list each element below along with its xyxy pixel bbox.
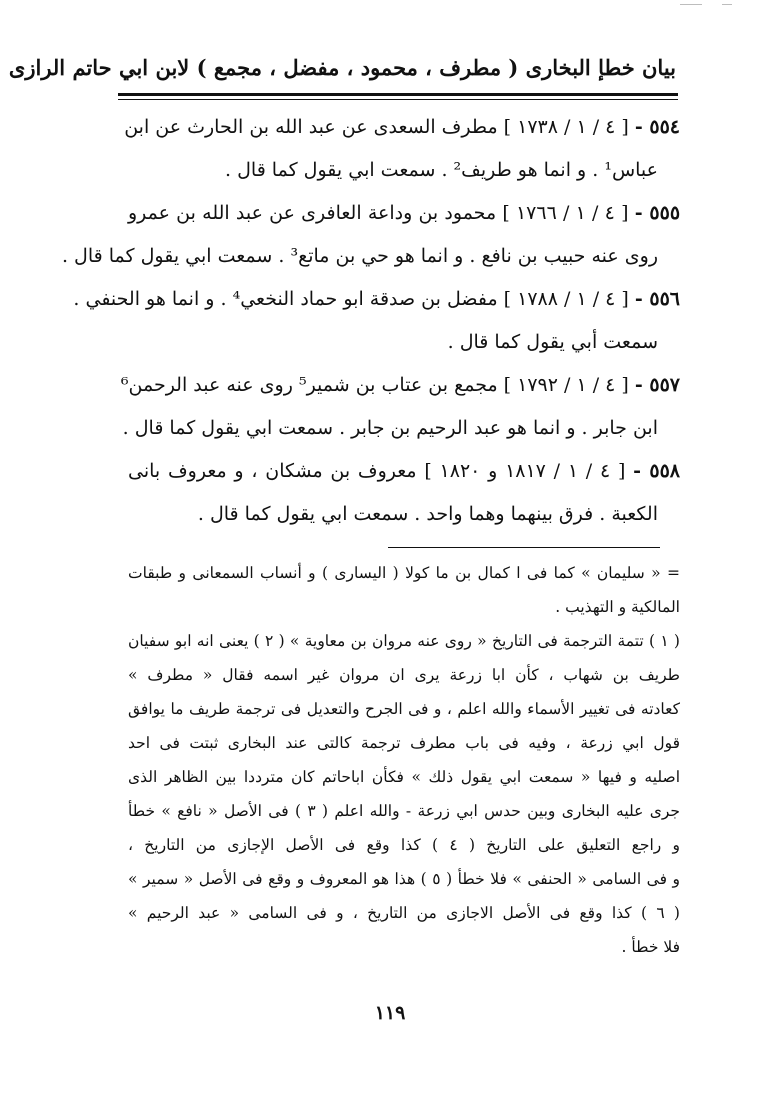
entry (61, 192, 681, 278)
footnote-line: اصليه و فيها « سمعت ابي يقول ذلك » فكأن اباحاتم كان مترددا بين الظاهر الذى (128, 768, 680, 786)
footnote-line: ( ١ ) تتمة الترجمة فى التاريخ « روى عنه مروان بن معاوية » ( ٢ ) يعنى انه ابو سفيان (128, 632, 680, 650)
entry-text: [ ٤ / ١ / ١٧٩٢ ] مجمع بن عتاب بن شمير⁵ روى عنه عبد الرحمن⁶ (120, 374, 629, 396)
entry-line (120, 364, 680, 407)
footnote-line: = « سليمان » كما فى ا كمال بن ما كولا ( اليسارى ) و أنساب السمعانى و طبقات (128, 564, 680, 582)
entry-number: ٥٥٦ - (634, 288, 680, 310)
footnote-line: و فى السامى « الحنفى » فلا خطأ ( ٥ ) هذا هو المعروف و وقع فى الأصل « سمير » (128, 870, 680, 888)
header-rule-thin (118, 99, 678, 100)
header-rule-thick (118, 93, 678, 96)
entry (124, 106, 680, 192)
footnote-line: جرى عليه البخارى وبين حدس ابي زرعة - والله اعلم ( ٣ ) فى الأصل « نافع » خطأ (128, 802, 681, 820)
footnote-divider (388, 547, 660, 548)
scan-mark (680, 4, 702, 5)
entry-text: [ ٤ / ١ / ١٨١٧ و ١٨٢٠ ] معروف بن مشكان ، و معروف بانى (128, 460, 626, 482)
footnote-line: قول ابي زرعة ، وفيه فى باب مطرف ترجمة كالتى عند البخارى ثبتت فى احد (128, 734, 680, 752)
entry-line: عباس¹ . و انما هو طريف² . سمعت ابي يقول كما قال . (225, 159, 658, 181)
entries-list (61, 106, 681, 536)
entry-number: ٥٥٧ - (634, 374, 680, 396)
entry-number: ٥٥٨ - (633, 460, 681, 482)
page-number: ١١٩ (374, 1002, 406, 1024)
entry-number: ٥٥٤ - (634, 116, 680, 138)
footnote-line: المالكية و التهذيب . (555, 598, 680, 616)
entry-text: [ ٤ / ١ / ١٧٨٨ ] مفضل بن صدقة ابو حماد النخعي⁴ . و انما هو الحنفي . (73, 288, 629, 310)
entry (120, 364, 680, 450)
footnote-line: طريف بن شهاب ، كأن ابا زرعة يرى ان مروان غير اسمه فقال « مطرف » (128, 666, 680, 684)
entry-line (73, 278, 680, 321)
running-header: بيان خطإ البخارى ( مطرف ، محمود ، مفضل ، مجمع ) لابن ابي حاتم الرازى (8, 55, 676, 80)
entry-number: ٥٥٥ - (634, 202, 681, 224)
footnote-line: ( ٦ ) كذا وقع فى الأصل الاجازى من التاريخ ، و فى السامى « عبد الرحيم » (128, 904, 680, 922)
entry-text: [ ٤ / ١ / ١٧٦٦ ] محمود بن وداعة العافرى عن عبد الله بن عمرو (128, 202, 629, 224)
entry-line (128, 192, 680, 235)
footnote-line: فلا خطأ . (621, 938, 680, 956)
entry (128, 450, 680, 536)
entry-line: روى عنه حبيب بن نافع . و انما هو حي بن ماتع³ . سمعت ابي يقول كما قال . (61, 245, 658, 267)
scan-mark (722, 4, 732, 5)
footnotes (128, 556, 680, 964)
entry-line: ابن جابر . و انما هو عبد الرحيم بن جابر . سمعت ابي يقول كما قال . (122, 417, 658, 439)
entry-line (124, 106, 680, 149)
footnote-line: كعادته فى تغيير الأسماء والله اعلم ، و فى الجرح والتعديل فى ترجمة طريف ما يوافق (128, 700, 680, 718)
entry-line: الكعبة . فرق بينهما وهما واحد . سمعت ابي يقول كما قال . (197, 503, 658, 525)
entry-line: سمعت أبي يقول كما قال . (447, 331, 658, 353)
entry-text: [ ٤ / ١ / ١٧٣٨ ] مطرف السعدى عن عبد الله بن الحارث عن ابن (124, 116, 629, 138)
footnote-line: و راجع التعليق على التاريخ ( ٤ ) كذا وقع فى الأصل الإجازى من التاريخ ، (128, 836, 680, 854)
entry (73, 278, 680, 364)
entry-line (128, 450, 680, 493)
